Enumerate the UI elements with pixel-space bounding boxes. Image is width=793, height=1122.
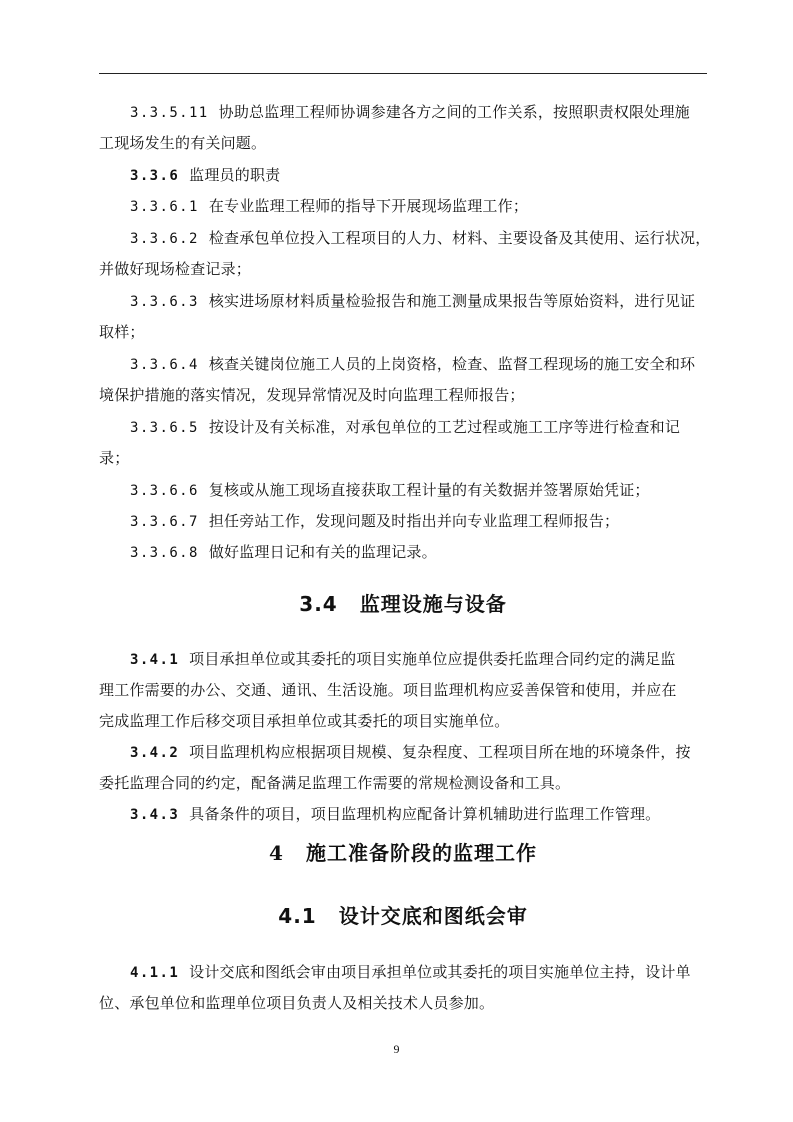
item-3-3-6-3-line-2: 取样； xyxy=(99,323,145,341)
item-3-3-6-1 xyxy=(130,196,707,217)
clause-text: 担任旁站工作，发现问题及时指出并向专业监理工程师报告； xyxy=(208,512,620,530)
clause-number: 3.3.6.2 xyxy=(130,231,199,247)
clause-text: 按设计及有关标准，对承包单位的工艺过程或施工工序等进行检查和记 xyxy=(208,418,681,436)
section-3-3-6-title xyxy=(130,165,707,186)
clause-number: 3.4.3 xyxy=(130,807,180,823)
clause-number: 3.3.6.8 xyxy=(130,545,199,561)
paragraph-3-3-5-11-line-1 xyxy=(130,102,707,123)
clause-text: 在专业监理工程师的指导下开展现场监理工作； xyxy=(208,197,529,215)
clause-3-4-1-line-3: 完成监理工作后移交项目承担单位或其委托的项目实施单位。 xyxy=(99,712,510,730)
clause-3-4-1-line-2: 理工作需要的办公、交通、通讯、生活设施。项目监理机构应妥善保管和使用，并应在 xyxy=(99,681,677,699)
chapter-4-heading xyxy=(99,840,707,866)
clause-number: 4.1.1 xyxy=(130,965,180,981)
section-3-4-heading xyxy=(99,591,707,617)
heading-title: 施工准备阶段的监理工作 xyxy=(305,841,537,865)
clause-4-1-1-line-2: 位、承包单位和监理单位项目负责人及相关技术人员参加。 xyxy=(99,994,495,1012)
item-3-3-6-4-line-2: 境保护措施的落实情况，发现异常情况及时向监理工程师报告； xyxy=(99,386,525,404)
item-3-3-6-7 xyxy=(130,511,707,532)
clause-number: 3.3.6.1 xyxy=(130,199,199,215)
clause-number: 3.4.2 xyxy=(130,745,180,761)
item-3-3-6-8 xyxy=(130,542,707,563)
clause-text: 项目承担单位或其委托的项目实施单位应提供委托监理合同约定的满足监 xyxy=(189,650,676,668)
section-number: 3.3.6 xyxy=(130,168,180,184)
clause-text: 项目监理机构应根据项目规模、复杂程度、工程项目所在地的环境条件，按 xyxy=(189,743,691,761)
paragraph-3-3-5-11-line-2: 工现场发生的有关问题。 xyxy=(99,134,267,152)
item-3-3-6-5-line-2: 录； xyxy=(99,449,130,467)
clause-3-4-3 xyxy=(130,804,707,825)
clause-number: 3.3.6.3 xyxy=(130,294,199,310)
clause-number: 3.3.6.5 xyxy=(130,420,199,436)
clause-number: 3.3.6.6 xyxy=(130,483,199,499)
clause-number: 3.3.6.7 xyxy=(130,514,199,530)
clause-number: 3.4.1 xyxy=(130,652,180,668)
page-number: 9 xyxy=(393,1042,400,1056)
clause-text: 复核或从施工现场直接获取工程计量的有关数据并签署原始凭证； xyxy=(208,481,650,499)
item-3-3-6-6 xyxy=(130,480,707,501)
clause-number: 3.3.6.4 xyxy=(130,357,199,373)
clause-3-4-1-line-1 xyxy=(130,649,707,670)
item-3-3-6-2-line-2: 并做好现场检查记录； xyxy=(99,260,252,278)
item-3-3-6-2-line-1 xyxy=(130,228,711,249)
clause-3-4-2-line-1 xyxy=(130,742,707,763)
item-3-3-6-4-line-1 xyxy=(130,354,707,375)
item-3-3-6-5-line-1 xyxy=(130,417,707,438)
clause-text: 设计交底和图纸会审由项目承担单位或其委托的项目实施单位主持，设计单 xyxy=(189,963,691,981)
clause-3-4-2-line-2: 委托监理合同的约定，配备满足监理工作需要的常规检测设备和工具。 xyxy=(99,774,571,792)
clause-text: 协助总监理工程师协调参建各方之间的工作关系，按照职责权限处理施 xyxy=(218,103,690,121)
section-4-1-heading xyxy=(99,903,707,929)
clause-4-1-1-line-1 xyxy=(130,962,707,983)
clause-text: 具备条件的项目，项目监理机构应配备计算机辅助进行监理工作管理。 xyxy=(189,805,661,823)
heading-title: 监理设施与设备 xyxy=(359,592,507,616)
clause-number: 3.3.5.11 xyxy=(130,105,209,121)
heading-number: 3.4 xyxy=(299,592,338,616)
heading-number: 4.1 xyxy=(278,904,317,928)
heading-number: 4 xyxy=(269,841,284,865)
item-3-3-6-3-line-1 xyxy=(130,291,707,312)
clause-text: 检查承包单位投入工程项目的人力、材料、主要设备及其使用、运行状况， xyxy=(208,229,711,247)
header-rule xyxy=(99,73,707,74)
clause-text: 核查关键岗位施工人员的上岗资格，检查、监督工程现场的施工安全和环 xyxy=(208,355,696,373)
heading-title: 设计交底和图纸会审 xyxy=(338,904,528,928)
clause-text: 核实进场原材料质量检验报告和施工测量成果报告等原始资料，进行见证 xyxy=(208,292,696,310)
section-title: 监理员的职责 xyxy=(189,166,281,184)
clause-text: 做好监理日记和有关的监理记录。 xyxy=(208,543,437,561)
